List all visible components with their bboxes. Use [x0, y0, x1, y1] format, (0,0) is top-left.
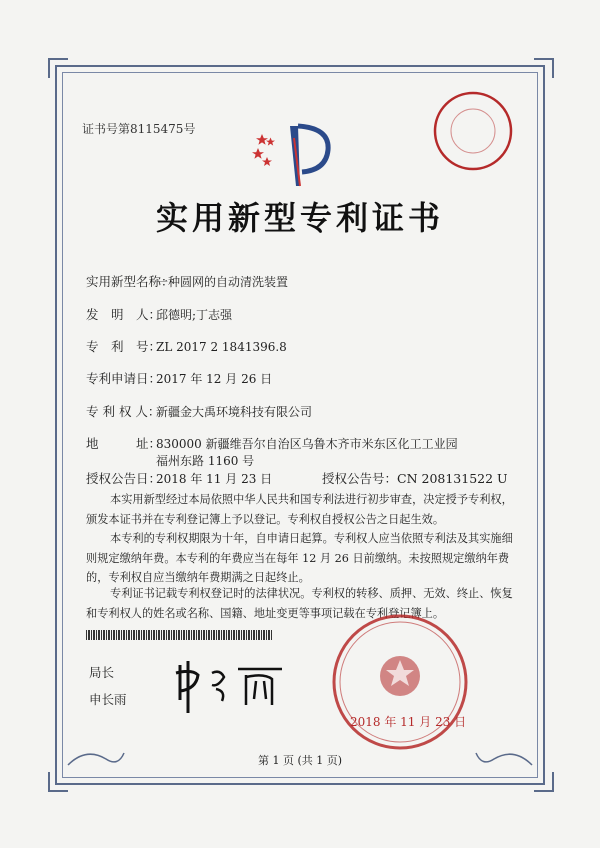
- field-publication-number: [322, 469, 508, 487]
- corner-ornament: [534, 58, 554, 78]
- field-label: 授权公告号：: [322, 471, 398, 486]
- director-title: 局长: [89, 665, 115, 680]
- field-utility-name: [86, 272, 288, 290]
- certificate-number: 证书号第8115475号: [82, 122, 196, 136]
- field-value: ZL 2017 2 1841396.8: [156, 340, 287, 354]
- field-value: 邱德明;丁志强: [156, 308, 233, 322]
- field-application-date: [86, 369, 272, 387]
- paragraph-grant: 本实用新型经过本局依照中华人民共和国专利法进行初步审查，决定授予专利权，颁发本证书并在专利登记簿上予以登记。专利权自授权公告之日起生效。: [86, 493, 513, 526]
- field-grant-date: [86, 469, 272, 487]
- field-address: [86, 434, 458, 452]
- field-value: 新疆金大禹环境科技有限公司: [156, 405, 313, 419]
- field-value: 830000 新疆维吾尔自治区乌鲁木齐市米东区化工工业园: [156, 437, 458, 451]
- director-name: 申长雨: [89, 692, 127, 707]
- official-seal: [330, 612, 470, 752]
- address-line-2: 福州东路 1160 号: [156, 454, 255, 468]
- paragraph-term: 本专利的专利权期限为十年，自申请日起算。专利权人应当依照专利法及其实施细则规定缴纳年费。本专利的年费应当在每年 12 月 26 日前缴纳。未按照规定缴纳年费的，专利权自应当缴纳年费期满之日起终止。: [86, 532, 513, 584]
- certificate-title: 实用新型专利证书: [155, 199, 444, 237]
- cnipa-logo-icon: [250, 118, 350, 188]
- field-label: 专利申请日：: [86, 371, 162, 386]
- field-label: 专 利 权 人：: [86, 404, 161, 419]
- seal-date: 2018 年 11 月 23 日: [350, 715, 467, 729]
- corner-ornament: [534, 772, 554, 792]
- field-value: CN 208131522 U: [397, 471, 508, 486]
- field-value: 2018 年 11 月 23 日: [156, 472, 273, 486]
- paragraph-record: 专利证书记载专利权登记时的法律状况。专利权的转移、质押、无效、终止、恢复和专利权人的姓名或名称、国籍、地址变更等事项记载在专利登记簿上。: [86, 587, 513, 620]
- barcode: [86, 630, 272, 640]
- field-patentee: [86, 402, 312, 420]
- corner-ornament: [48, 58, 68, 78]
- field-value: 2017 年 12 月 26 日: [156, 372, 273, 386]
- corner-ornament: [48, 772, 68, 792]
- field-label: 实用新型名称：: [86, 274, 174, 289]
- official-seal-small: [432, 90, 514, 172]
- field-label: 发 明 人：: [86, 307, 162, 322]
- field-label: 专 利 号：: [86, 339, 162, 354]
- field-value: 一种圆网的自动清洗装置: [156, 275, 289, 289]
- field-label: 授权公告日：: [86, 471, 162, 486]
- field-inventor: [86, 305, 232, 323]
- director-signature: [172, 655, 292, 715]
- field-patent-number: [86, 337, 287, 355]
- page-number: 第 1 页 (共 1 页): [257, 754, 343, 767]
- field-label: 地 址：: [86, 436, 162, 451]
